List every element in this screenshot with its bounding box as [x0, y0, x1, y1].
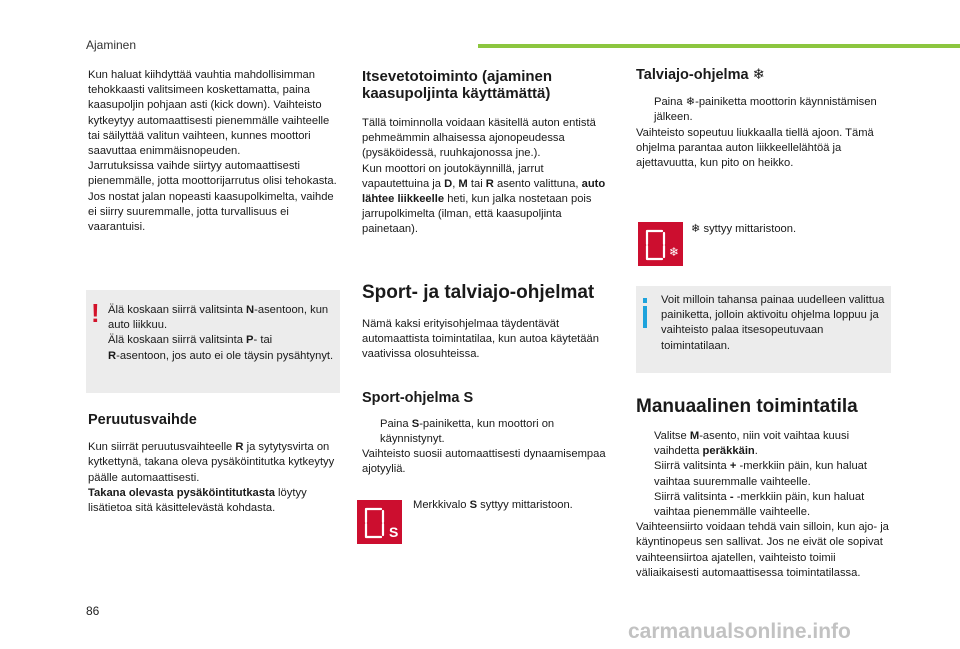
reverse-text: Kun siirrät peruutusvaihteelle R ja sytytysvirta on kytkettynä, takana oleva pysäköintitutka kytkeytyy päälle automaattisesti. Takana olevasta pysäköintitutkasta löytyy lisätietoa sitä käsittelevästä kohdasta. — [88, 441, 335, 515]
winter-indicator-lamp — [638, 222, 683, 266]
paragraph-kickdown: Kun haluat kiihdyttää vauhtia mahdollisimman tehokkaasti valitsimeen koskettamatta, paina kaasupoljin pohjaan asti (kick down). Vaihteisto kytkeytyy automaattisesti pienemmälle vaihteelle tai säilyttää valitun vaihteen, kunnes moottori saavuttaa enimmäisnopeuden. — [88, 69, 330, 158]
creep-text-1: Tällä toiminnolla voidaan käsitellä auton entistä pehmeämmin alhaisessa ajonopeudessa (pysäköidessä, ruuhkajonossa jne.). — [362, 117, 596, 160]
creep-title: Itsevetotoiminto (ajaminen kaasupoljinta käyttämättä) — [362, 68, 553, 102]
winter-bullet: Paina ❄-painiketta moottorin käynnistämisen jälkeen. — [654, 96, 877, 124]
watermark: carmanualsonline.info — [628, 620, 851, 643]
info-box — [636, 286, 891, 373]
sport-winter-title: Sport- ja talviajo-ohjelmat — [362, 282, 595, 303]
sport-lamp-letter: S — [389, 524, 399, 540]
manual-title: Manuaalinen toimintatila — [636, 396, 858, 417]
sport-bullet: Paina S-painiketta, kun moottori on käynnistynyt. — [380, 417, 555, 446]
reverse-section — [88, 413, 338, 516]
column-middle — [362, 68, 612, 238]
creep-text-2: Kun moottori on joutokäynnillä, jarrut vapautettuina ja D, M tai R asento valittuna, auto lähtee liikkeelle heti, kun jalka nostetaan pois jarrupolkimelta (ilman, että kaasupoljinta painetaan). — [362, 162, 606, 236]
warning-icon: ! — [91, 298, 100, 328]
sport-indicator-lamp — [357, 500, 402, 544]
manual-section — [636, 396, 896, 581]
sport-winter-section — [362, 282, 612, 478]
section-title: Ajaminen — [86, 38, 137, 52]
manual-bullet-1: Valitse M-asento, niin voit vaihtaa kuusi vaihdetta peräkkäin. — [654, 430, 850, 458]
info-icon — [642, 298, 648, 328]
manual-bullet-3: Siirrä valitsinta - -merkkiin päin, kun haluat vaihtaa pienemmälle vaihteelle. — [654, 490, 865, 519]
paragraph-braking: Jarrutuksissa vaihde siirtyy automaattisesti pienemmälle, jotta moottorijarrutus olisi tehokasta. — [88, 160, 337, 188]
winter-title: Talviajo-ohjelma ❄ — [636, 67, 765, 83]
sport-lamp-caption: Merkkivalo S syttyy mittaristoon. — [413, 499, 573, 511]
column-left — [88, 68, 338, 235]
warning-box — [86, 290, 340, 393]
gear-display-icon — [638, 222, 683, 266]
page-number: 86 — [86, 604, 100, 618]
winter-text: Vaihteisto sopeutuu liukkaalla tiellä ajoon. Tämä ohjelma parantaa auton liikkeellelähtöä ja ajettavuutta, kun pito on heikko. — [636, 126, 874, 170]
sport-winter-text: Nämä kaksi erityisohjelmaa täydentävät automaattista toimintatilaa, kun autoa käytetään vaativissa olosuhteissa. — [362, 318, 599, 361]
winter-lamp-caption: ❄ syttyy mittaristoon. — [691, 223, 797, 235]
warning-text: Älä koskaan siirrä valitsinta N-asentoon, kun auto liikkuu. Älä koskaan siirrä valitsinta P- tai R-asentoon, jos auto ei ole täysin pysähtynyt. — [108, 304, 334, 362]
column-right — [636, 68, 891, 171]
manual-text: Vaihteensiirto voidaan tehdä vain silloin, kun ajo- ja käyntinopeus sen sallivat. Jos ne eivät ole sopivat vaihteensiirtoa ajatellen, vaihteisto toimii väliaikaisesti automaattisessa toimintatilassa. — [636, 521, 889, 579]
reverse-title: Peruutusvaihde — [88, 412, 197, 428]
sport-title: Sport-ohjelma S — [362, 389, 474, 406]
paragraph-throttle-release: Jos nostat jalan nopeasti kaasupolkimelta, vaihde ei siirry suuremmalle, jotta turvallisuus ei vaarantuisi. — [88, 190, 334, 234]
snowflake-icon: ❄ — [669, 245, 680, 259]
info-text: Voit milloin tahansa painaa uudelleen valittua painiketta, jolloin aktivoitu ohjelma loppuu ja vaihteisto palaa itsesopeutuvaan toimintatilaan. — [661, 294, 885, 352]
header-accent-bar — [478, 44, 960, 48]
manual-bullet-2: Siirrä valitsinta + -merkkiin päin, kun haluat vaihtaa suuremmalle vaihteelle. — [654, 460, 867, 488]
sport-text: Vaihteisto suosii automaattisesti dynaamisempaa ajotyyliä. — [362, 448, 606, 476]
